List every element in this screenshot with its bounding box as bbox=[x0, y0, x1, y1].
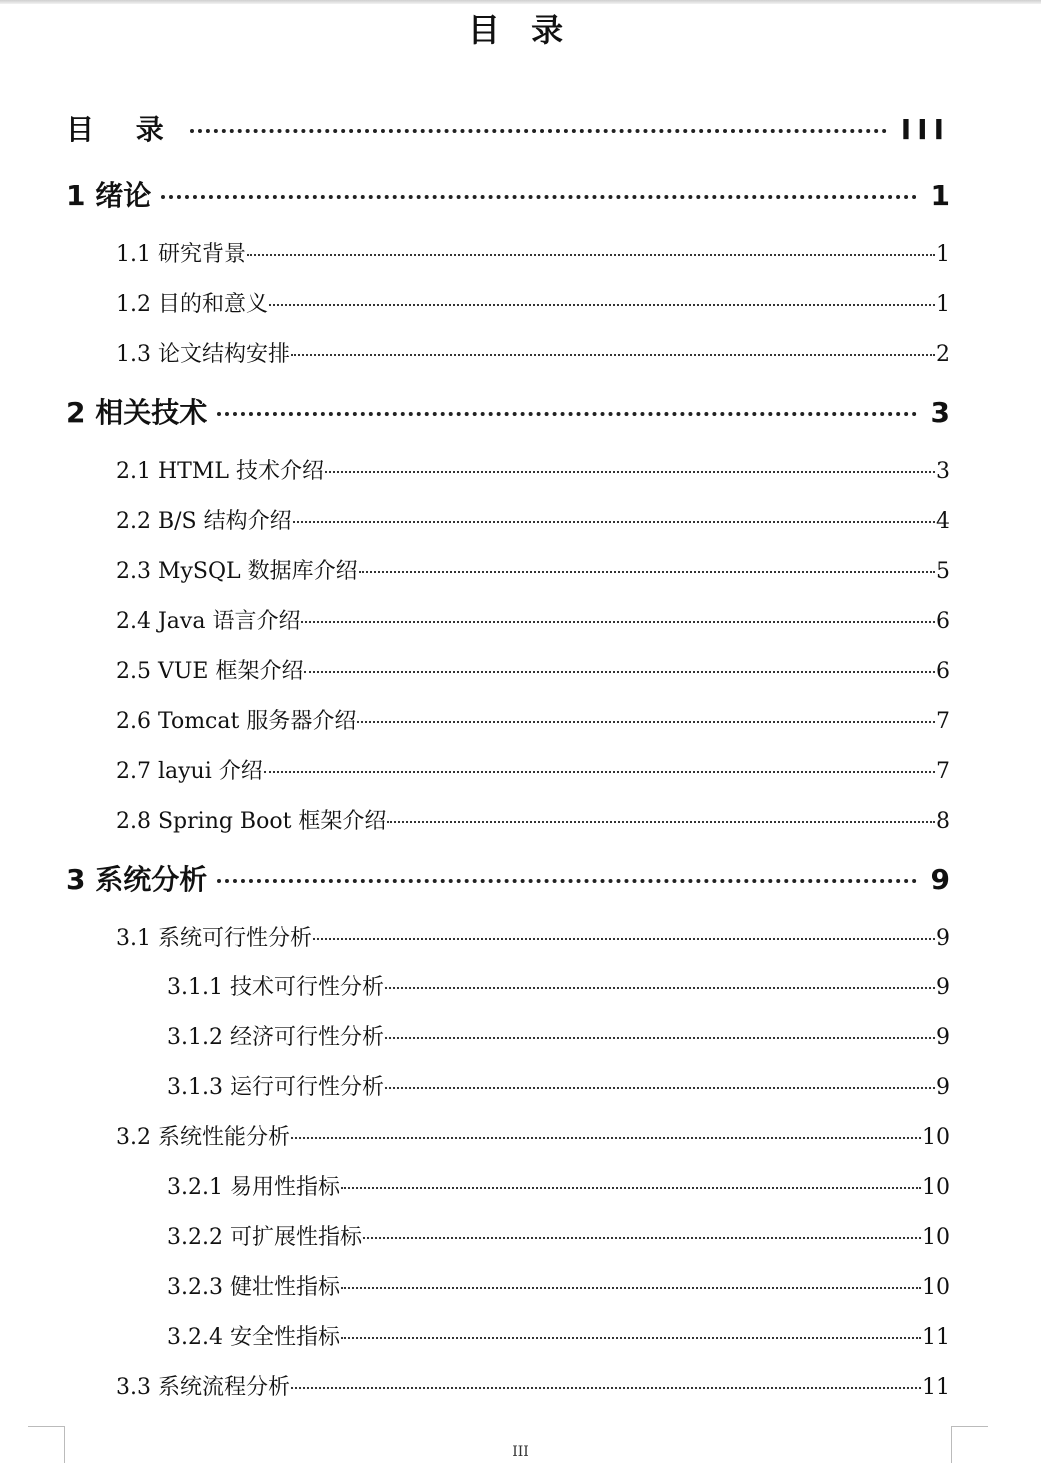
toc-dot-leader bbox=[269, 304, 935, 306]
toc-dot-leader bbox=[325, 471, 935, 473]
toc-entry-page: 7 bbox=[936, 709, 950, 734]
toc-dot-leader bbox=[264, 771, 935, 773]
footer-page-number: III bbox=[512, 1444, 529, 1460]
toc-entry-3-2[interactable] bbox=[116, 1120, 950, 1150]
toc-entry-page: 9 bbox=[930, 863, 950, 896]
toc-dot-leader bbox=[313, 938, 935, 940]
toc-entry-label: 1.3 论文结构安排 bbox=[116, 342, 290, 367]
toc-entry-2-5[interactable] bbox=[116, 654, 950, 684]
toc-entry-page: 6 bbox=[936, 609, 950, 634]
toc-entry-page: 9 bbox=[936, 1025, 950, 1050]
toc-dot-leader bbox=[247, 254, 935, 256]
toc-entry-page: 3 bbox=[930, 396, 950, 429]
toc-entry-3-2-3[interactable] bbox=[167, 1270, 950, 1300]
toc-entry-3-2-2[interactable] bbox=[167, 1220, 950, 1250]
toc-entry-label: 3.2.2 可扩展性指标 bbox=[167, 1225, 362, 1250]
toc-dot-leader bbox=[293, 521, 935, 523]
toc-entry-label: 3.2.3 健壮性指标 bbox=[167, 1275, 340, 1300]
toc-entry-1-1[interactable] bbox=[116, 237, 950, 267]
toc-entry-label: 3.1.3 运行可行性分析 bbox=[167, 1075, 384, 1100]
toc-dot-leader bbox=[291, 1137, 921, 1139]
toc-entry-page: 1 bbox=[930, 179, 950, 212]
toc-entry-2-8[interactable] bbox=[116, 804, 950, 834]
toc-entry-3-2-1[interactable] bbox=[167, 1170, 950, 1200]
toc-dot-leader bbox=[291, 354, 935, 356]
toc-entry-label: 2.1 HTML 技术介绍 bbox=[116, 459, 324, 484]
toc-entry-chapter-3[interactable] bbox=[66, 858, 950, 898]
toc-entry-page: 5 bbox=[936, 559, 950, 584]
toc-entry-label: 3.1.2 经济可行性分析 bbox=[167, 1025, 384, 1050]
toc-entry-label: 1.1 研究背景 bbox=[116, 242, 246, 267]
toc-entry-page: 4 bbox=[936, 509, 950, 534]
toc-entry-2-7[interactable] bbox=[116, 754, 950, 784]
toc-entry-page: 9 bbox=[936, 975, 950, 1000]
toc-dot-leader bbox=[359, 571, 935, 573]
toc-entry-label: 3.1.1 技术可行性分析 bbox=[167, 975, 384, 1000]
toc-entry-label: 3.2 系统性能分析 bbox=[116, 1125, 290, 1150]
toc-dot-leader bbox=[217, 879, 916, 883]
toc-dot-leader bbox=[217, 412, 916, 416]
toc-entry-label: 2.6 Tomcat 服务器介绍 bbox=[116, 709, 357, 734]
toc-entry-label: 3 系统分析 bbox=[66, 863, 208, 896]
toc-dot-leader bbox=[341, 1337, 921, 1339]
toc-entry-label: 3.2.1 易用性指标 bbox=[167, 1175, 340, 1200]
toc-dot-leader bbox=[190, 129, 887, 133]
page-title: 目 录 bbox=[467, 11, 574, 49]
toc-entry-contents[interactable] bbox=[66, 108, 950, 148]
toc-entry-page: 9 bbox=[936, 926, 950, 951]
toc-dot-leader bbox=[301, 621, 935, 623]
toc-dot-leader bbox=[304, 671, 935, 673]
toc-entry-label: 2.5 VUE 框架介绍 bbox=[116, 659, 304, 684]
toc-dot-leader bbox=[385, 987, 935, 989]
toc-entry-2-3[interactable] bbox=[116, 554, 950, 584]
toc-entry-3-3[interactable] bbox=[116, 1370, 950, 1400]
toc-entry-page: 11 bbox=[922, 1375, 950, 1400]
toc-entry-page: 9 bbox=[936, 1075, 950, 1100]
toc-dot-leader bbox=[357, 721, 935, 723]
toc-dot-leader bbox=[387, 821, 935, 823]
toc-entry-page: 10 bbox=[922, 1175, 950, 1200]
toc-dot-leader bbox=[341, 1287, 921, 1289]
toc-entry-label: 1 绪论 bbox=[66, 179, 152, 212]
toc-entry-page: 10 bbox=[922, 1125, 950, 1150]
toc-entry-page: 10 bbox=[922, 1225, 950, 1250]
toc-entry-page: 1 bbox=[936, 242, 950, 267]
toc-dot-leader bbox=[291, 1387, 921, 1389]
toc-entry-3-1-1[interactable] bbox=[167, 970, 950, 1000]
toc-entry-2-1[interactable] bbox=[116, 454, 950, 484]
toc-entry-2-4[interactable] bbox=[116, 604, 950, 634]
toc-entry-page: 6 bbox=[936, 659, 950, 684]
toc-entry-page: 11 bbox=[922, 1325, 950, 1350]
toc-dot-leader bbox=[363, 1237, 921, 1239]
toc-dot-leader bbox=[161, 195, 916, 199]
toc-entry-2-6[interactable] bbox=[116, 704, 950, 734]
toc-entry-chapter-1[interactable] bbox=[66, 174, 950, 214]
toc-entry-page: III bbox=[900, 113, 950, 146]
toc-entry-label: 2.8 Spring Boot 框架介绍 bbox=[116, 809, 387, 834]
toc-entry-3-1-2[interactable] bbox=[167, 1020, 950, 1050]
toc-entry-page: 2 bbox=[936, 342, 950, 367]
toc-entry-label: 3.3 系统流程分析 bbox=[116, 1375, 290, 1400]
toc-entry-1-2[interactable] bbox=[116, 287, 950, 317]
toc-entry-3-1-3[interactable] bbox=[167, 1070, 950, 1100]
toc-entry-label: 2.7 layui 介绍 bbox=[116, 759, 263, 784]
toc-entry-page: 10 bbox=[922, 1275, 950, 1300]
toc-entry-page: 8 bbox=[936, 809, 950, 834]
toc-entry-1-3[interactable] bbox=[116, 337, 950, 367]
toc-entry-label: 2.3 MySQL 数据库介绍 bbox=[116, 559, 358, 584]
toc-entry-page: 3 bbox=[936, 459, 950, 484]
toc-entry-label: 2 相关技术 bbox=[66, 396, 208, 429]
toc-entry-2-2[interactable] bbox=[116, 504, 950, 534]
toc-entry-label: 2.4 Java 语言介绍 bbox=[116, 609, 301, 634]
toc-entry-page: 7 bbox=[936, 759, 950, 784]
toc-dot-leader bbox=[385, 1087, 935, 1089]
toc-entry-label: 2.2 B/S 结构介绍 bbox=[116, 509, 292, 534]
toc-entry-chapter-2[interactable] bbox=[66, 391, 950, 431]
toc-entry-label: 3.2.4 安全性指标 bbox=[167, 1325, 340, 1350]
toc-entry-3-1[interactable] bbox=[116, 921, 950, 951]
toc-dot-leader bbox=[385, 1037, 935, 1039]
toc-entry-page: 1 bbox=[936, 292, 950, 317]
toc-entry-label: 3.1 系统可行性分析 bbox=[116, 926, 312, 951]
toc-entry-label: 目 录 bbox=[66, 113, 180, 146]
toc-dot-leader bbox=[341, 1187, 921, 1189]
toc-entry-3-2-4[interactable] bbox=[167, 1320, 950, 1350]
toc-entry-label: 1.2 目的和意义 bbox=[116, 292, 268, 317]
